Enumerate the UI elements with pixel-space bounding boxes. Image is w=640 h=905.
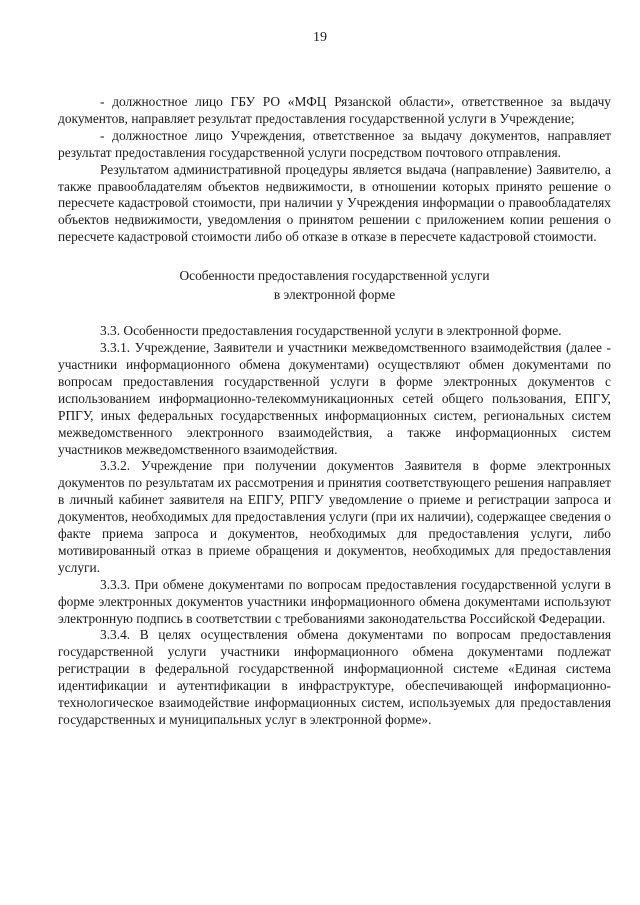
section-heading [58, 266, 611, 304]
paragraph-3-3-3: 3.3.3. При обмене документами по вопросам предоставления государственной услуги в форме электронных документов участники информационного обмена документами используют электронную подпись в соответствии с требованиями законодательства Российской Федерации. [58, 576, 611, 626]
section-heading-line1: Особенности предоставления государственной услуги [179, 268, 490, 284]
page-number: 19 [313, 30, 327, 45]
paragraph-3-3-2: 3.3.2. Учреждение при получении документов Заявителя в форме электронных документов по результатам их рассмотрения и принятия соответствующего решения направляет в личный кабинет заявителя на ЕПГУ, РПГУ уведомление о приеме и регистрации запроса и документов, необходимых для предоставления услуги (при их наличии), содержащее сведения о факте приема запроса и документов, необходимых для предоставления услуги, либо мотивированный отказ в приеме обращения и документов, необходимых для предоставления услуги. [58, 458, 611, 575]
paragraph-procedure-result: Результатом административной процедуры является выдача (направление) Заявителю, а также правообладателям объектов недвижимости, в отношении которых принято решение о пересчете кадастровой стоимости, при наличии у Учреждения информации о правообладателях объектов недвижимости, уведомления о принятом решении с приложением копии решения о пересчете кадастровой стоимости либо об отказе в отказе в пересчете кадастровой стоимости. [58, 161, 611, 245]
paragraph-3-3-1: 3.3.1. Учреждение, Заявители и участники межведомственного взаимодействия (далее - участники информационного обмена документами) осуществляют обмен документами по вопросам предоставления государственной услуги в форме электронных документов с использованием информационно-телекоммуникационных сетей общего пользования, ЕПГУ, РПГУ, иных федеральных государственных информационных систем, региональных систем межведомственного электронного взаимодействия, а также информационных систем участников межведомственного взаимодействия. [58, 340, 611, 457]
paragraph-institution-official: - должностное лицо Учреждения, ответственное за выдачу документов, направляет результат предоставления государственной услуги посредством почтового отправления. [58, 127, 611, 160]
paragraph-mfc-official: - должностное лицо ГБУ РО «МФЦ Рязанской области», ответственное за выдачу документов, направляет результат предоставления государственной услуги в Учреждение; [58, 94, 611, 126]
paragraph-3-3-4: 3.3.4. В целях осуществления обмена документами по вопросам предоставления государственной услуги участники информационного обмена документами подлежат регистрации в федеральной государственной информационной системе «Единая система идентификации и аутентификации в инфраструктуре, обеспечивающей информационно-технологическое взаимодействие информационных систем, используемых для предоставления государственных и муниципальных услуг в электронной форме». [58, 627, 611, 727]
paragraph-3-3: 3.3. Особенности предоставления государственной услуги в электронной форме. [100, 323, 562, 339]
document-body [58, 94, 611, 729]
section-heading-line2: в электронной форме [273, 287, 396, 303]
